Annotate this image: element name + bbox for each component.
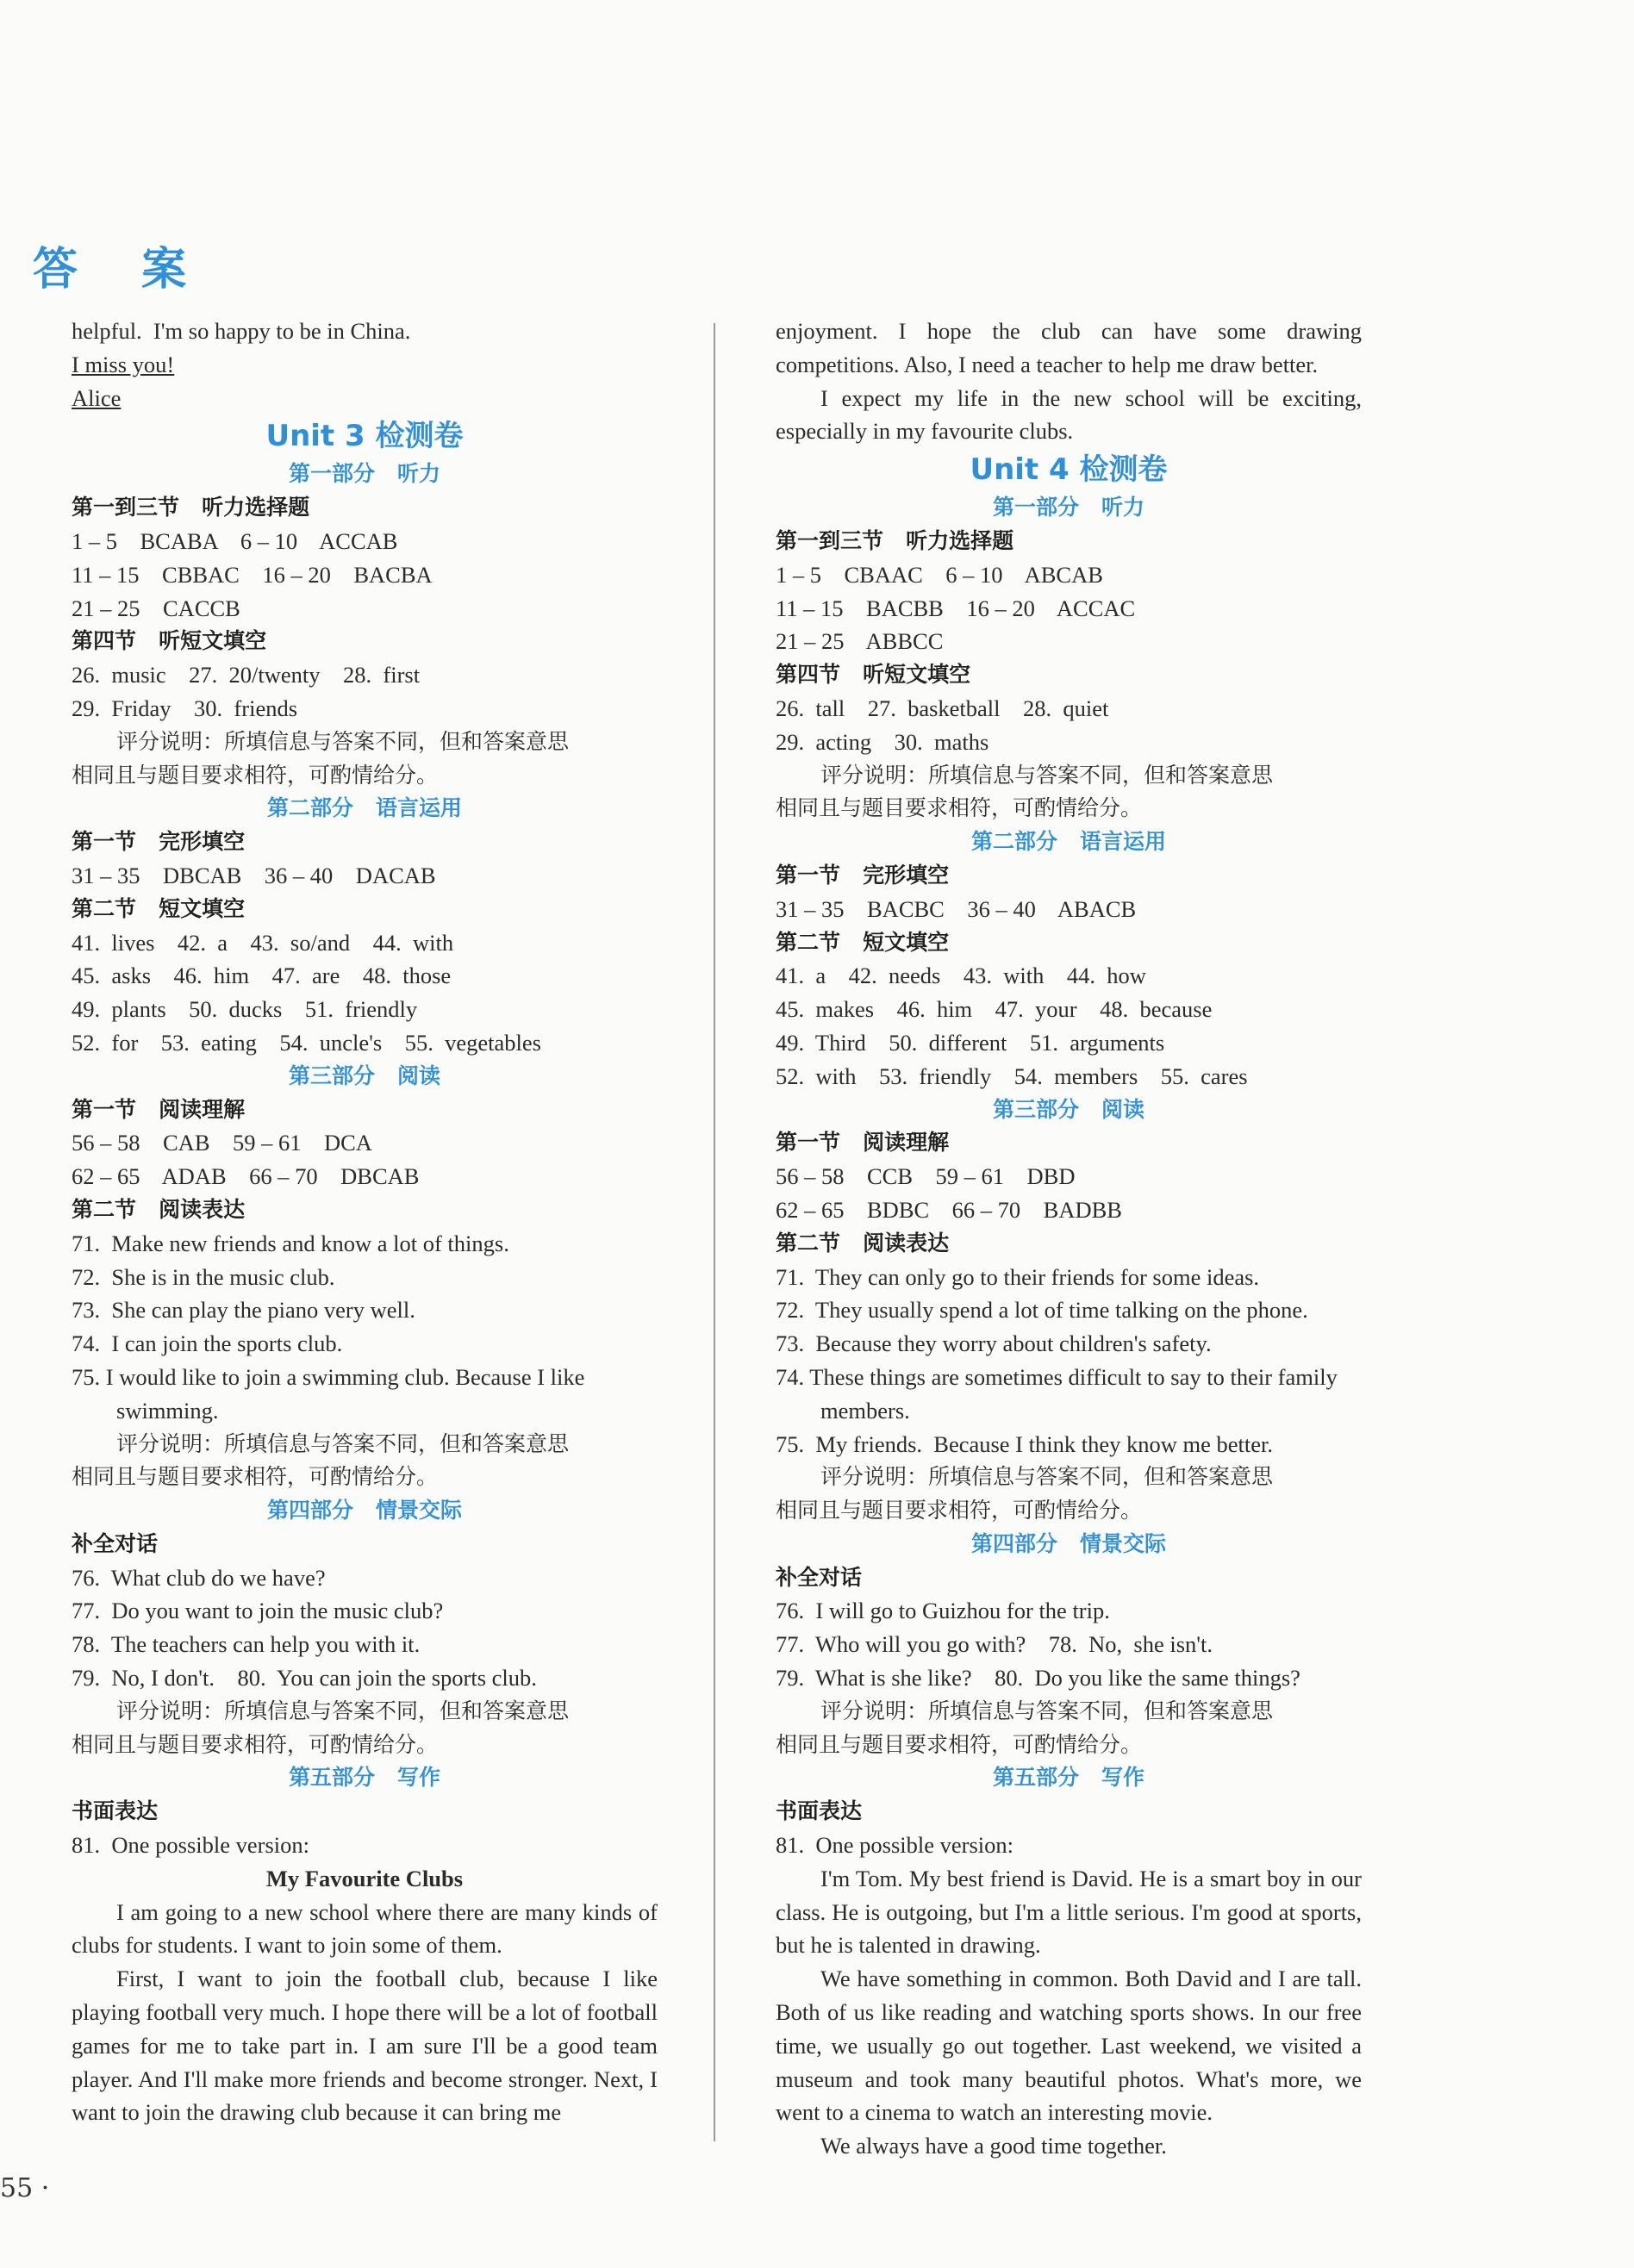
answer-line: 62 – 65 ADAB 66 – 70 DBCAB (72, 1163, 420, 1190)
page-header-title: 答 案 (33, 244, 211, 296)
answer-line: 76. What club do we have? (72, 1564, 326, 1591)
answer-line: 56 – 58 CCB 59 – 61 DBD (776, 1163, 1076, 1190)
scoring-note: 评分说明：所填信息与答案不同，但和答案意思 (116, 1698, 570, 1723)
answer-line: 29. Friday 30. friends (72, 695, 298, 721)
essay-title: My Favourite Clubs (265, 1865, 464, 1891)
section-heading: 第一节 完形填空 (72, 829, 246, 855)
scoring-note: 相同且与题目要求相符，可酌情给分。 (776, 1498, 1143, 1523)
answer-line: 78. The teachers can help you with it. (72, 1631, 421, 1658)
scoring-note: 相同且与题目要求相符，可酌情给分。 (776, 1731, 1143, 1757)
answer-line: 77. Who will you go with? 78. No, she isn't. (776, 1631, 1213, 1658)
text-line: helpful. I'm so happy to be in China. (72, 318, 411, 344)
section-heading: 第二节 阅读表达 (776, 1230, 950, 1256)
section-heading: 补全对话 (776, 1564, 863, 1590)
section-heading: 书面表达 (776, 1798, 863, 1824)
left-column (72, 315, 658, 2129)
answer-line: 1 – 5 BCABA 6 – 10 ACCAB (72, 527, 398, 554)
answer-line: 75. I would like to join a swimming club. Because I like swimming. (72, 1363, 585, 1424)
answer-line: 26. music 27. 20/twenty 28. first (72, 662, 421, 688)
scoring-note: 相同且与题目要求相符，可酌情给分。 (72, 762, 439, 788)
scoring-note: 评分说明：所填信息与答案不同，但和答案意思 (116, 1430, 570, 1456)
essay-paragraph: First, I want to join the football club, because I like playing football very much. I hope there will be a lot of football games for me to take part in. I am sure I'll be a good team player. And I'll make more friends and become stronger. Next, I want to join the drawing club because it can bring me (72, 1966, 658, 2126)
part-heading: 第二部分 语言运用 (266, 795, 463, 821)
part-heading: 第一部分 听力 (992, 495, 1145, 520)
essay-paragraph: I'm Tom. My best friend is David. He is a smart boy in our class. He is outgoing, but I'm a little serious. I'm good at sports, but he is talented in drawing. (776, 1865, 1362, 1959)
answer-line: 77. Do you want to join the music club? (72, 1598, 444, 1624)
answer-line: 81. One possible version: (776, 1832, 1014, 1859)
answer-line: 79. No, I don't. 80. You can join the sports club. (72, 1665, 537, 1692)
answer-line: 81. One possible version: (72, 1832, 310, 1859)
answer-line: 62 – 65 BDBC 66 – 70 BADBB (776, 1196, 1122, 1223)
scoring-note: 评分说明：所填信息与答案不同，但和答案意思 (820, 762, 1274, 788)
part-heading: 第五部分 写作 (288, 1765, 441, 1791)
answer-line: 49. Third 50. different 51. arguments (776, 1029, 1165, 1056)
section-heading: 补全对话 (72, 1530, 159, 1556)
section-heading: 第二节 阅读表达 (72, 1196, 246, 1222)
section-heading: 第一节 阅读理解 (776, 1130, 950, 1156)
scoring-note: 评分说明：所填信息与答案不同，但和答案意思 (820, 1698, 1274, 1723)
part-heading: 第二部分 语言运用 (970, 829, 1167, 855)
scoring-note: 相同且与题目要求相符，可酌情给分。 (72, 1464, 439, 1490)
section-heading: 第二节 短文填空 (776, 929, 950, 955)
part-heading: 第三部分 阅读 (288, 1062, 441, 1088)
answer-line: 73. Because they worry about children's safety. (776, 1330, 1212, 1357)
answer-line: 74. I can join the sports club. (72, 1330, 343, 1357)
section-heading: 第一节 阅读理解 (72, 1096, 246, 1122)
scoring-note: 评分说明：所填信息与答案不同，但和答案意思 (116, 728, 570, 754)
answer-line: 41. a 42. needs 43. with 44. how (776, 963, 1146, 989)
answer-line: 29. acting 30. maths (776, 728, 989, 755)
section-heading: 第四节 听短文填空 (72, 628, 267, 654)
answer-line: 52. with 53. friendly 54. members 55. cares (776, 1062, 1248, 1089)
answer-line: 75. My friends. Because I think they know me better. (776, 1430, 1273, 1457)
column-divider (714, 323, 715, 2141)
answer-line: 52. for 53. eating 54. uncle's 55. vegetables (72, 1029, 541, 1056)
answer-line: 72. She is in the music club. (72, 1263, 335, 1290)
section-heading: 第一到三节 听力选择题 (72, 495, 310, 520)
answer-line: 76. I will go to Guizhou for the trip. (776, 1598, 1110, 1624)
answer-line: 79. What is she like? 80. Do you like the same things? (776, 1665, 1300, 1692)
part-heading: 第四部分 情景交际 (266, 1498, 463, 1523)
unit-title: Unit 4 检测卷 (970, 452, 1168, 488)
part-heading: 第五部分 写作 (992, 1765, 1145, 1791)
essay-paragraph: I expect my life in the new school will be exciting, especially in my favourite clubs. (776, 384, 1362, 445)
essay-paragraph: enjoyment. I hope the club can have some drawing competitions. Also, I need a teacher to help me draw better. (776, 318, 1362, 377)
part-heading: 第三部分 阅读 (992, 1096, 1145, 1122)
answer-line: 49. plants 50. ducks 51. friendly (72, 996, 418, 1023)
answer-line: 26. tall 27. basketball 28. quiet (776, 695, 1109, 721)
section-heading: 第二节 短文填空 (72, 895, 246, 921)
essay-paragraph: We have something in common. Both David and I are tall. Both of us like reading and watching sports shows. In our free time, we usually go out together. Last weekend, we visited a museum and took many beautiful photos. What's more, we went to a cinema to watch an interesting movie. (776, 1966, 1362, 2126)
unit-title: Unit 3 检测卷 (265, 419, 464, 454)
answer-line: 31 – 35 DBCAB 36 – 40 DACAB (72, 862, 436, 888)
scoring-note: 相同且与题目要求相符，可酌情给分。 (72, 1731, 439, 1757)
section-heading: 第一节 完形填空 (776, 862, 950, 888)
text-line: I miss you! (72, 351, 175, 377)
page-number: 55 · (0, 2173, 50, 2203)
essay-paragraph: We always have a good time together. (820, 2133, 1167, 2159)
right-column (776, 315, 1362, 2163)
section-heading: 第一到三节 听力选择题 (776, 527, 1014, 553)
answer-line: 11 – 15 CBBAC 16 – 20 BACBA (72, 561, 433, 588)
part-heading: 第一部分 听力 (288, 461, 441, 487)
answer-line: 71. Make new friends and know a lot of things. (72, 1230, 509, 1256)
essay-paragraph: I am going to a new school where there are many kinds of clubs for students. I want to join some of them. (72, 1898, 658, 1959)
section-heading: 书面表达 (72, 1798, 159, 1824)
answer-line: 71. They can only go to their friends for some ideas. (776, 1263, 1260, 1290)
answer-line: 56 – 58 CAB 59 – 61 DCA (72, 1130, 372, 1156)
answer-line: 31 – 35 BACBC 36 – 40 ABACB (776, 895, 1137, 922)
scoring-note: 评分说明：所填信息与答案不同，但和答案意思 (820, 1464, 1274, 1490)
answer-line: 41. lives 42. a 43. so/and 44. with (72, 929, 454, 956)
answer-line: 11 – 15 BACBB 16 – 20 ACCAC (776, 595, 1136, 621)
answer-line: 21 – 25 CACCB (72, 595, 240, 621)
section-heading: 第四节 听短文填空 (776, 662, 971, 688)
answer-line: 73. She can play the piano very well. (72, 1297, 415, 1324)
answer-line: 1 – 5 CBAAC 6 – 10 ABCAB (776, 561, 1103, 588)
scoring-note: 相同且与题目要求相符，可酌情给分。 (776, 795, 1143, 821)
part-heading: 第四部分 情景交际 (970, 1530, 1167, 1556)
answer-line: 74. These things are sometimes difficult to say to their family members. (776, 1363, 1338, 1424)
answer-line: 72. They usually spend a lot of time talking on the phone. (776, 1297, 1308, 1324)
answer-line: 45. makes 46. him 47. your 48. because (776, 996, 1213, 1023)
signature: Alice (72, 384, 122, 411)
answer-line: 21 – 25 ABBCC (776, 628, 944, 655)
answer-line: 45. asks 46. him 47. are 48. those (72, 963, 452, 989)
